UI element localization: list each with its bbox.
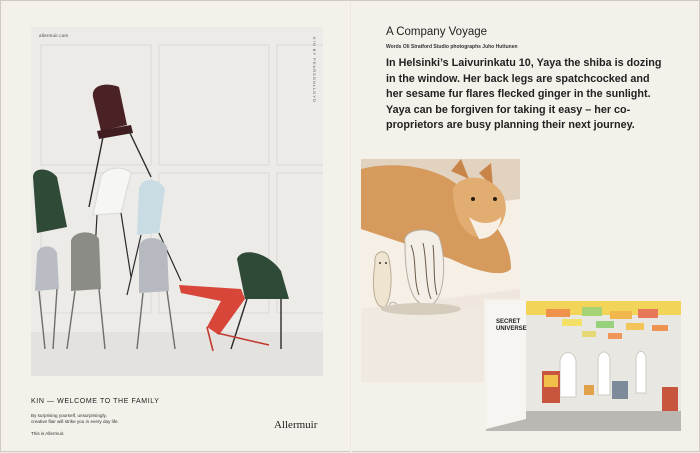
chair-ad-photo [31, 27, 323, 376]
page-gutter [350, 1, 352, 453]
article-credits: Words Oli Stratford Studio photographs Juho Huttunen [386, 44, 518, 50]
ad-vertical-credit: KIN BY PEARSONLLOYD [312, 37, 317, 103]
ad-website-url: allermuir.com [39, 33, 69, 38]
ad-headline: KIN — WELCOME TO THE FAMILY [31, 398, 160, 405]
allermuir-logo: Allermuir [274, 419, 318, 431]
exhibit-sign-line2: UNIVERSE [496, 326, 527, 332]
stacked-chairs-illustration [31, 27, 323, 376]
article-lede: In Helsinki’s Laivurinkatu 10, Yaya the shiba is dozing in the window. Her back legs are spatchcocked and her sesame fur flares flecked ginger in the sunlight. Yaya can be forgiven for taking it easy – her co-proprietors are busy planning their next journey. [386, 57, 662, 132]
ad-body-copy: By surprising yourself, unsurprisingly, creative flair will strike you in every day life. This is Allermuir. [31, 413, 119, 436]
exhibit-sign-line1: SECRET [496, 319, 521, 325]
museum-exhibition-photo [484, 299, 683, 433]
article-title: A Company Voyage [386, 26, 488, 38]
